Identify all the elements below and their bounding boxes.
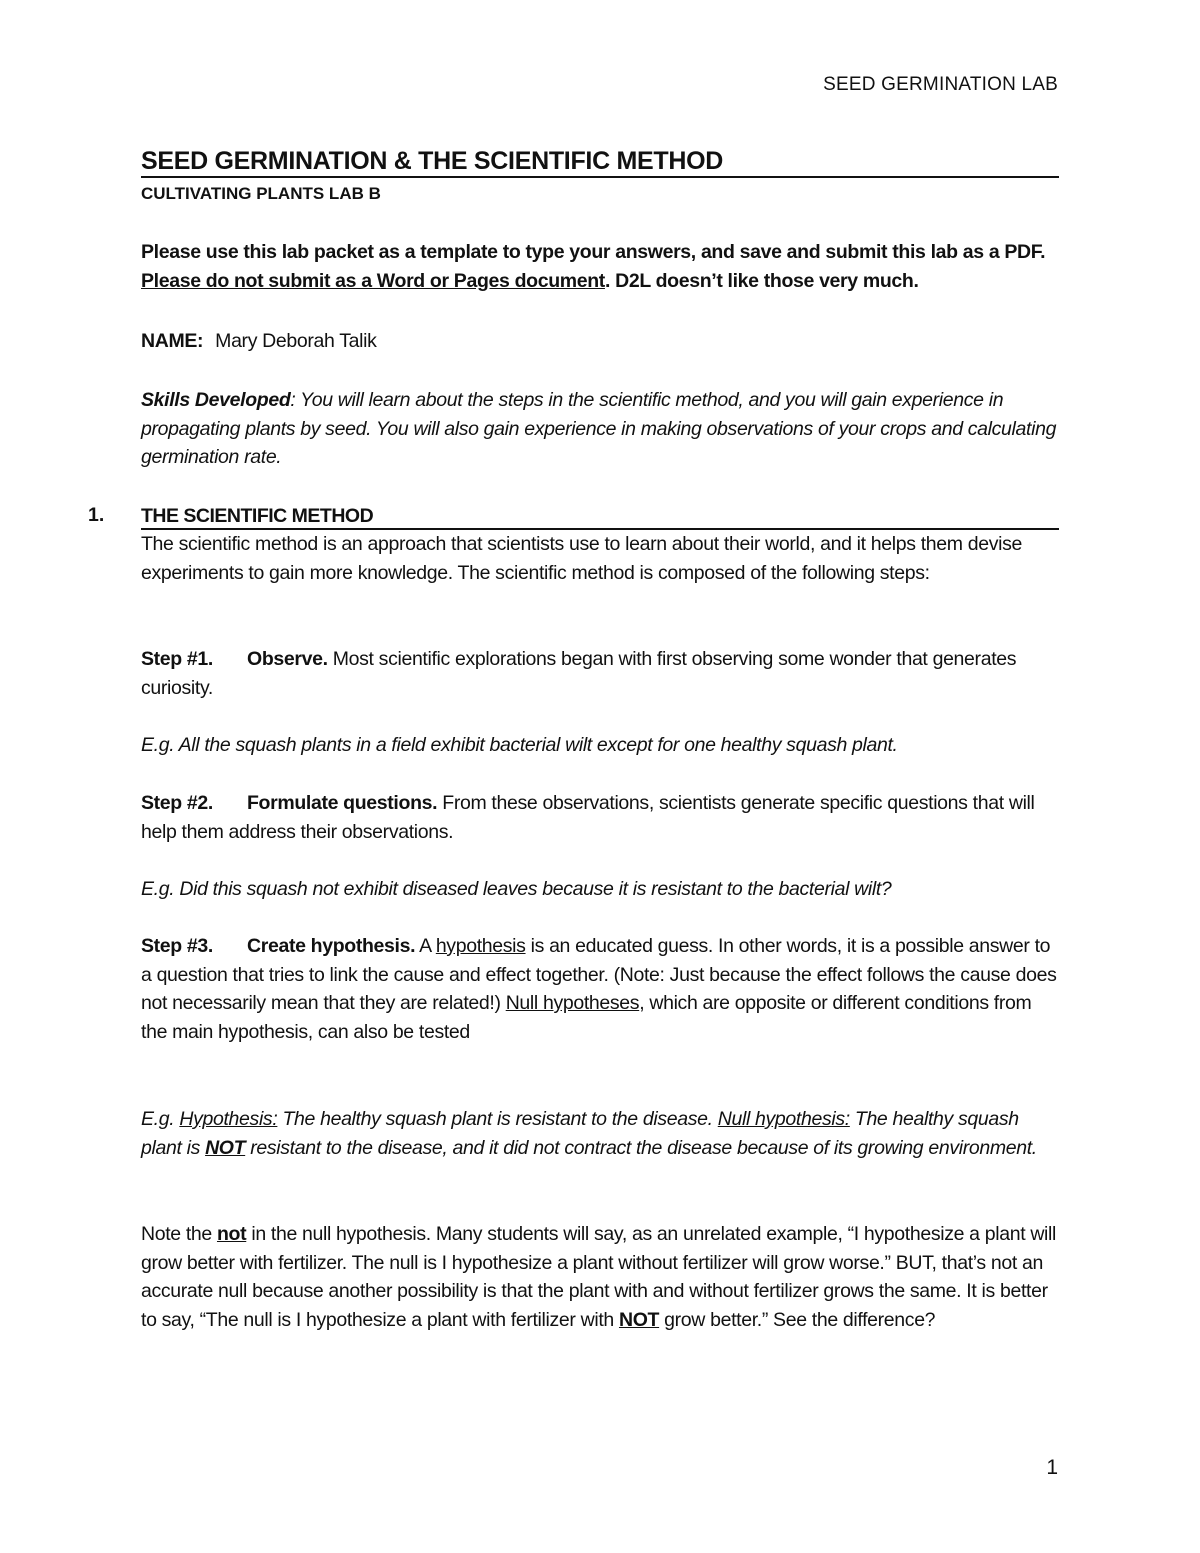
example-null-label: Null hypothesis: (717, 1108, 850, 1130)
section-title: THE SCIENTIFIC METHOD (141, 504, 1059, 530)
note-NOT-emphasis: NOT (618, 1308, 660, 1331)
step-2-example: E.g. Did this squash not exhibit diseased leaves because it is resistant to the bacterial wilt? (141, 878, 892, 900)
hypothesis-term: hypothesis (435, 935, 526, 957)
instructions-underlined: Please do not submit as a Word or Pages document (141, 269, 605, 292)
example-not-emphasis: NOT (205, 1136, 246, 1159)
step-2-paragraph (141, 789, 1061, 846)
name-line (141, 327, 1061, 356)
step-1-label: Step #1. (141, 648, 213, 670)
step-1-name: Observe. (247, 648, 328, 670)
document-title: SEED GERMINATION & THE SCIENTIFIC METHOD (141, 146, 1059, 178)
step-2-name: Formulate questions. (247, 792, 438, 814)
name-value: Mary Deborah Talik (215, 330, 377, 352)
note-not-emphasis: not (216, 1223, 247, 1245)
page-number: 1 (1046, 1456, 1058, 1479)
section-intro: The scientific method is an approach that scientists use to learn about their world, and it helps them devise experiments to gain more knowledge. The scientific method is composed of the following steps: (141, 533, 1023, 584)
note-text-b: in the null hypothesis. Many students will say, as an unrelated example, “I hypothesize a plant will grow better with fertilizer. The null is I hypothesize a plant without fertilizer will grow worse.” BUT, that’s not an accurate null because another possibility is that the plant with and without fertilizer grows the same. It is better to say, “The null is I hypothesize a plant with fertilizer with (141, 1223, 1057, 1331)
example-hypothesis-text: The healthy squash plant is resistant to the disease. (277, 1108, 718, 1130)
instructions-text-2: . D2L doesn’t like those very much. (604, 269, 919, 292)
instructions-paragraph (141, 238, 1061, 295)
step-3-example (141, 1105, 1061, 1162)
null-hypotheses-term: Null hypotheses (505, 992, 640, 1015)
example-null-text-a: The healthy squash plant is (141, 1108, 1019, 1159)
note-text-a: Note the (141, 1223, 217, 1245)
step-2-label: Step #2. (141, 792, 213, 814)
section-number: 1. (88, 504, 105, 526)
step-1-text: Most scientific explorations began with first observing some wonder that generates curiosity. (141, 648, 1017, 699)
name-label: NAME: (141, 330, 204, 352)
step-1-paragraph (141, 645, 1061, 702)
example-prefix: E.g. (141, 1108, 180, 1130)
note-text-c: grow better.” See the difference? (659, 1308, 936, 1331)
step-3-label: Step #3. (141, 935, 213, 957)
step-3-text-b: is an educated guess. In other words, it is a possible answer to a question that tries to link the cause and effect together. (Note: Just because the effect follows the cause does not necessarily mean that they are related!) (141, 935, 1057, 1015)
example-null-text-b: resistant to the disease, and it did not contract the disease because of its growing environment. (245, 1136, 1037, 1159)
instructions-text-1: Please use this lab packet as a template to type your answers, and save and submit this lab as a PDF. (141, 241, 1046, 263)
step-3-text-c: , which are opposite or different conditions from the main hypothesis, can also be tested (141, 992, 1032, 1043)
skills-paragraph (141, 386, 1061, 472)
step-2-text: From these observations, scientists generate specific questions that will help them address their observations. (141, 792, 1035, 843)
skills-label: Skills Developed (141, 389, 291, 411)
document-subtitle: CULTIVATING PLANTS LAB B (141, 184, 381, 203)
step-3-name: Create hypothesis. (247, 935, 416, 957)
skills-text: : You will learn about the steps in the scientific method, and you will gain experience in propagating plants by seed. You will also gain experience in making observations of your crops and calculating germination rate. (141, 389, 1057, 469)
step-3-paragraph (141, 932, 1061, 1046)
null-hypothesis-note (141, 1220, 1061, 1334)
step-1-example: E.g. All the squash plants in a field exhibit bacterial wilt except for one healthy squash plant. (141, 734, 898, 756)
example-hypothesis-label: Hypothesis: (179, 1108, 278, 1130)
step-3-text-a: A (415, 935, 436, 957)
running-header: SEED GERMINATION LAB (823, 74, 1058, 95)
